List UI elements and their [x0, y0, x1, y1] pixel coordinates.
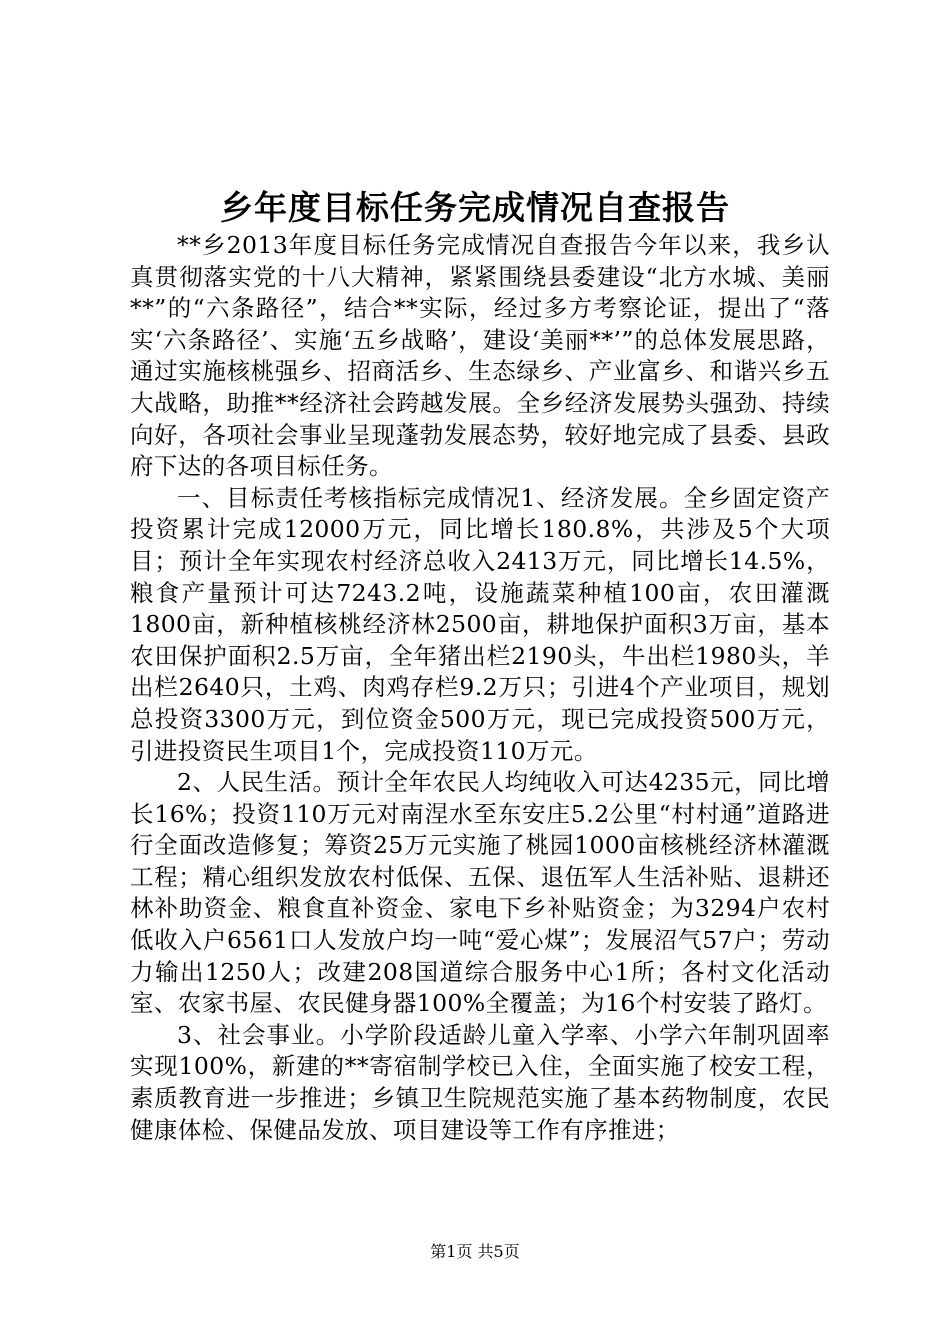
paragraph-social-undertakings: 3、社会事业。小学阶段适龄儿童入学率、小学六年制巩固率实现100%，新建的**寄宿制学校已入住，全面实施了校安工程，素质教育进一步推进；乡镇卫生院规范实施了基本药物制度，农民健康体检、保健品发放、项目建设等工作有序推进； [130, 1020, 830, 1144]
page-number-footer: 第1页 共5页 [430, 1242, 520, 1261]
document-body [130, 230, 830, 1146]
paragraph-people-livelihood: 2、人民生活。预计全年农民人均纯收入可达4235元，同比增长16%；投资110万元对南涅水至东安庄5.2公里“村村通”道路进行全面改造修复；筹资25万元实施了桃园1000亩核桃经济林灌溉工程；精心组织发放农村低保、五保、退伍军人生活补贴、退耕还林补助资金、粮食直补资金、家电下乡补贴资金；为3294户农村低收入户6561口人发放户均一吨“爱心煤”；发展沼气57户；劳动力输出1250人；改建208国道综合服务中心1所；各村文化活动室、农家书屋、农民健身器100%全覆盖；为16个村安装了路灯。 [130, 768, 830, 1018]
document-title: 乡年度目标任务完成情况自查报告 [220, 188, 730, 227]
paragraph-intro: **乡2013年度目标任务完成情况自查报告今年以来，我乡认真贯彻落实党的十八大精神，紧紧围绕县委建设“北方水城、美丽**”的“六条路径”，结合**实际，经过多方考察论证，提出了“落实‘六条路径’、实施‘五乡战略’，建设‘美丽**’”的总体发展思路，通过实施核桃强乡、招商活乡、生态绿乡、产业富乡、和谐兴乡五大战略，助推**经济社会跨越发展。全乡经济发展势头强劲、持续向好，各项社会事业呈现蓬勃发展态势，较好地完成了县委、县政府下达的各项目标任务。 [130, 231, 830, 481]
paragraph-economic-development: 一、目标责任考核指标完成情况1、经济发展。全乡固定资产投资累计完成12000万元，同比增长180.8%，共涉及5个大项目；预计全年实现农村经济总收入2413万元，同比增长14.5%，粮食产量预计可达7243.2吨，设施蔬菜种植100亩，农田灌溉1800亩，新种植核桃经济林2500亩，耕地保护面积3万亩，基本农田保护面积2.5万亩，全年猪出栏2190头，牛出栏1980头，羊出栏2640只，土鸡、肉鸡存栏9.2万只；引进4个产业项目，规划总投资3300万元，到位资金500万元，现已完成投资500万元，引进投资民生项目1个，完成投资110万元。 [130, 483, 830, 765]
